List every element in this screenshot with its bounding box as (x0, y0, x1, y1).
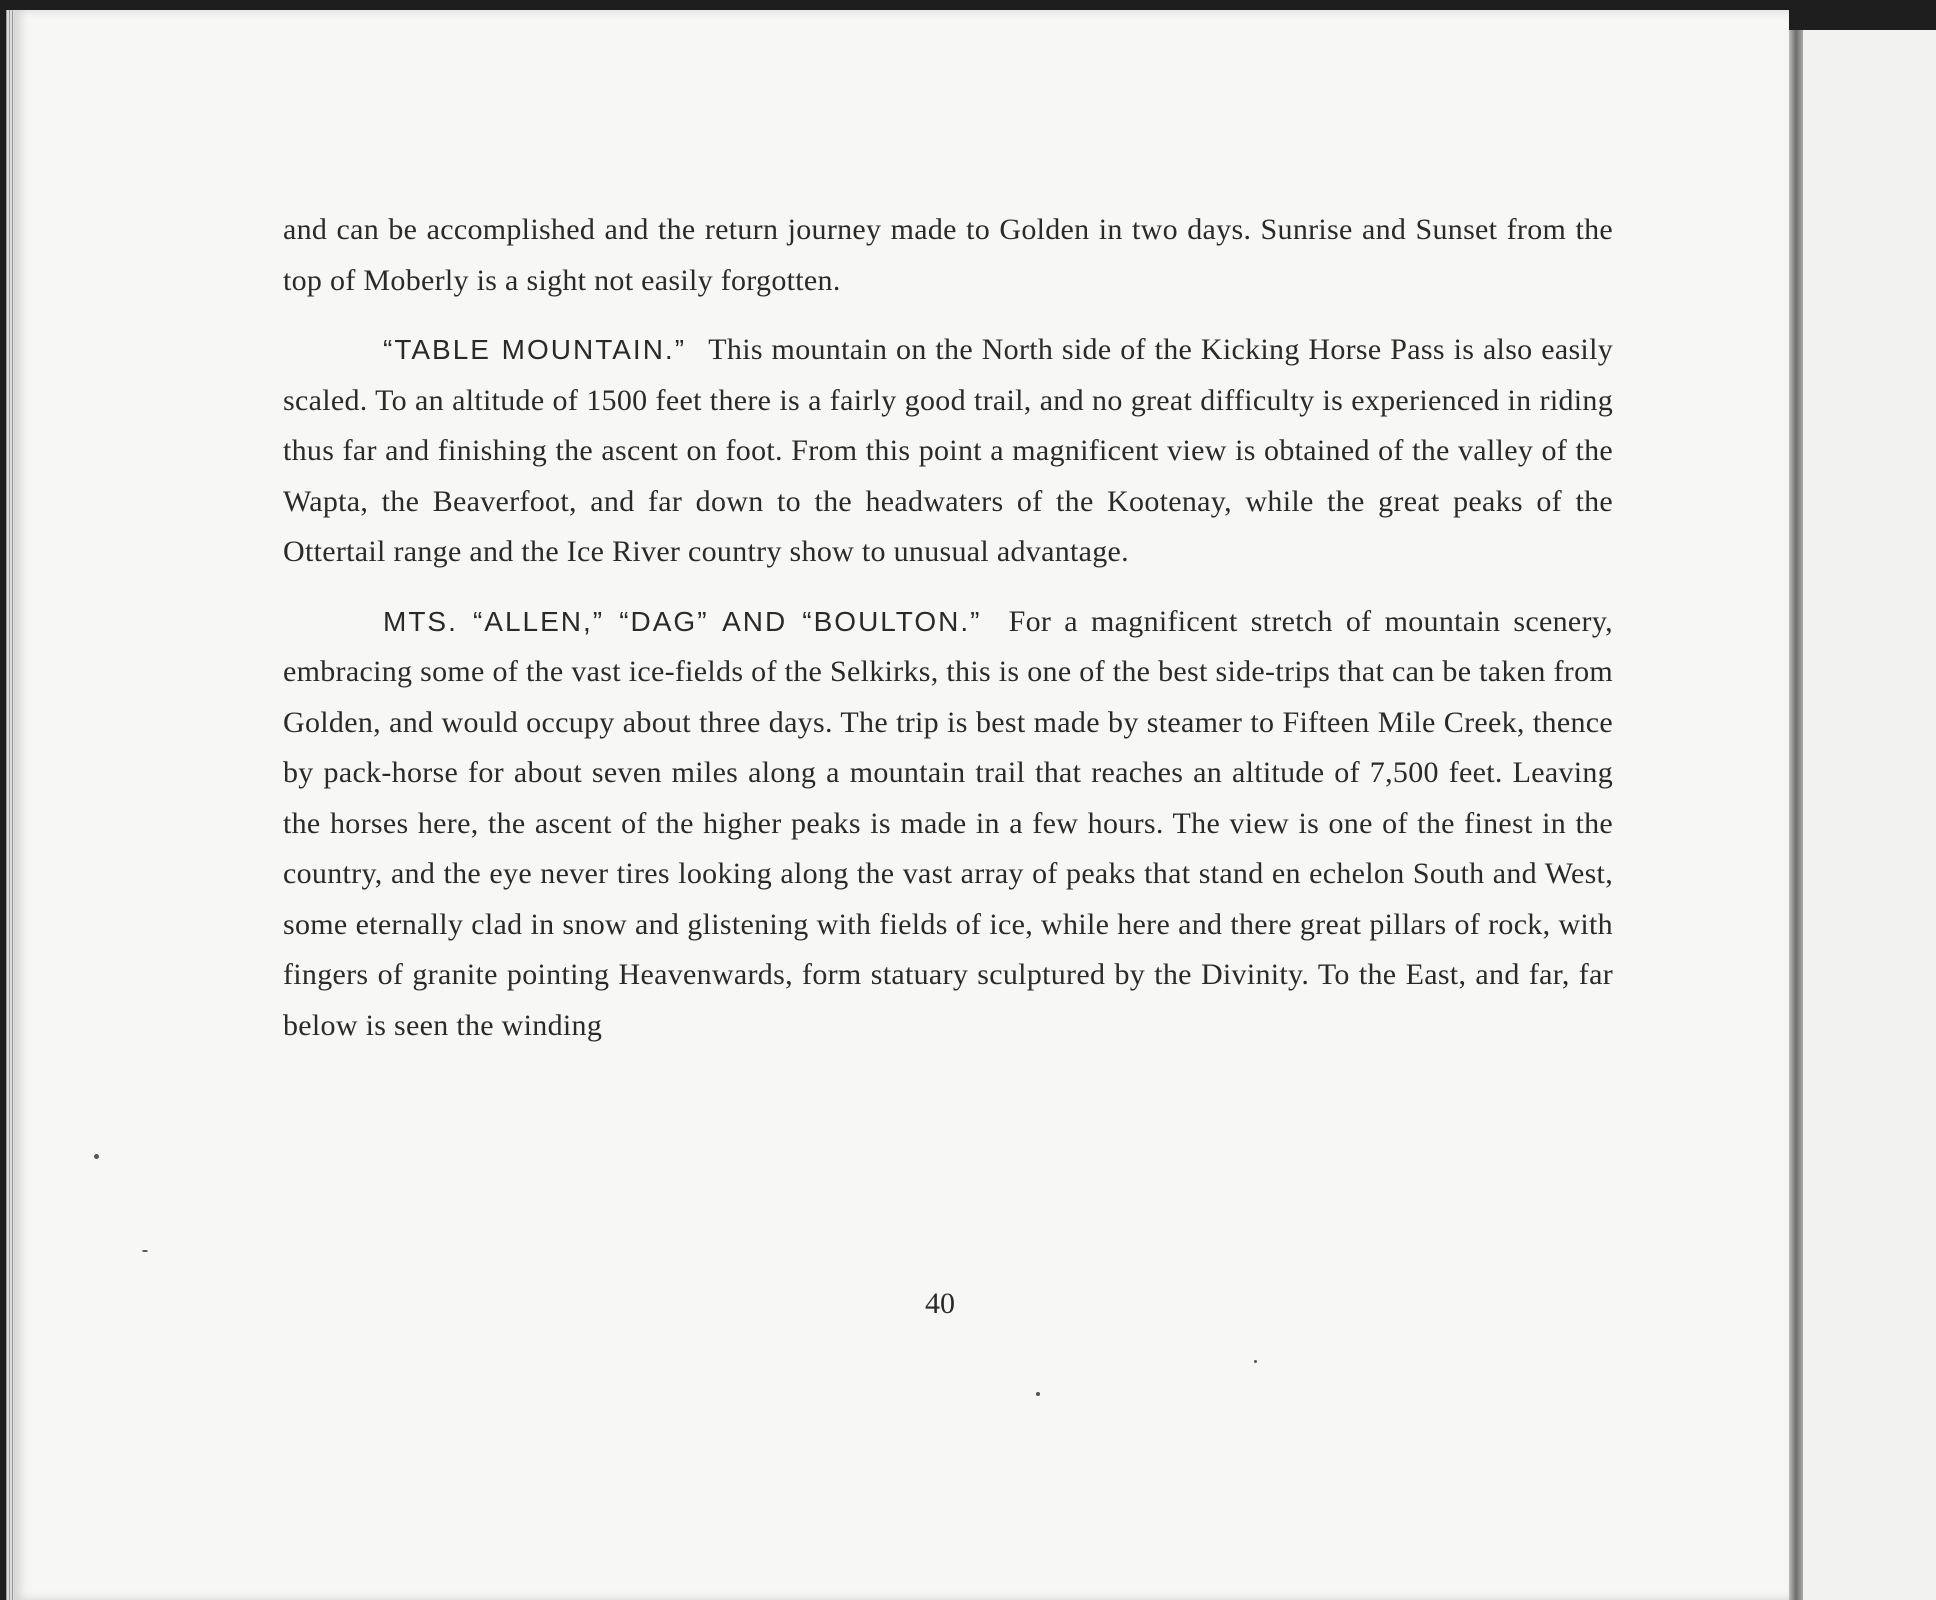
section-heading-mts-allen-dag-boulton: MTS. “ALLEN,” “DAG” AND “BOULTON.” (383, 605, 982, 637)
ink-speck (94, 1154, 99, 1159)
section-heading-table-mountain: “TABLE MOUNTAIN.” (383, 334, 687, 365)
ink-speck (1036, 1392, 1040, 1396)
paragraph-1-text: and can be accomplished and the return journey made to Golden in two days. Sunrise and Sunset from the top of Moberly is a sight not easily forgotten. (283, 213, 1613, 297)
ink-speck (142, 1250, 148, 1252)
body-text (283, 205, 1613, 1051)
paragraph-mts-allen-dag-boulton (283, 597, 1613, 1052)
facing-page-edge (1803, 30, 1936, 1600)
paragraph-2-text: This mountain on the North side of the Kicking Horse Pass is also easily scaled. To an altitude of 1500 feet there is a fairly good trail, and no great difficulty is experienced in riding thus far and finishing the ascent on foot. From this point a magnificent view is obtained of the valley of the Wapta, the Beaverfoot, and far down to the headwaters of the Kootenay, while the great peaks of the Ottertail range and the Ice River country show to unusual advantage. (283, 333, 1614, 568)
paragraph-3-text: For a magnificent stretch of mountain scenery, embracing some of the vast ice-fields of the Selkirks, this is one of the best side-trips that can be taken from Golden, and would occupy about three days. The trip is best made by steamer to Fifteen Mile Creek, thence by pack-horse for about seven miles along a mountain trail that reaches an altitude of 7,500 feet. Leaving the horses here, the ascent of the higher peaks is made in a few hours. The view is one of the finest in the country, and the eye never tires looking along the vast array of peaks that stand en echelon South and West, some eternally clad in snow and glistening with fields of ice, while here and there great pillars of rock, with fingers of granite pointing Heavenwards, form statuary sculptured by the Divinity. To the East, and far, far below is seen the winding (283, 604, 1613, 1042)
book-gutter (1789, 30, 1803, 1600)
page-number: 40 (925, 1287, 955, 1320)
paragraph-1 (283, 205, 1613, 306)
paragraph-table-mountain (283, 325, 1613, 578)
ink-speck (1254, 1360, 1257, 1363)
